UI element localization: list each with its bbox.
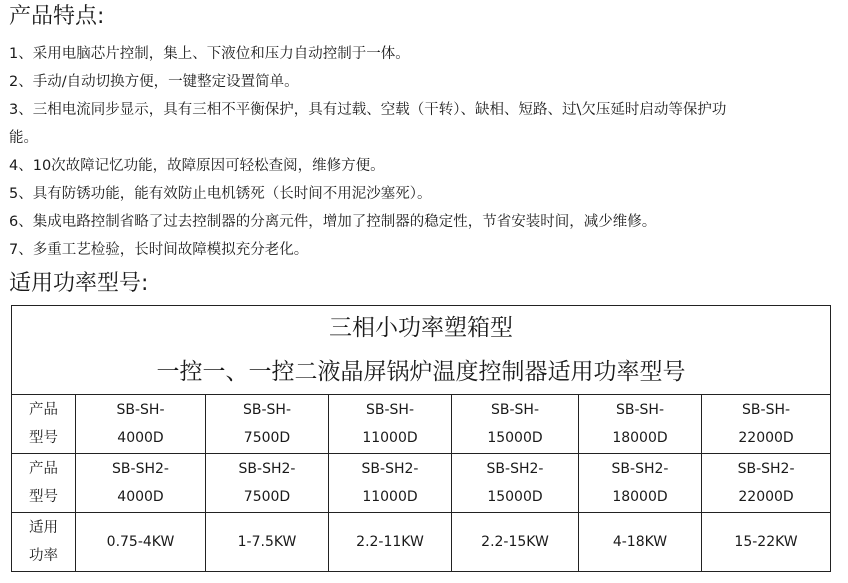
models-heading: 适用功率型号: (9, 271, 149, 296)
table-cell: 1-7.5KW (206, 513, 329, 572)
table-cell: 2.2-15KW (452, 513, 579, 572)
feature-item: 5、具有防锈功能，能有效防止电机锈死（长时间不用泥沙塞死）。 (9, 186, 432, 202)
table-cell: SB-SH- 18000D (579, 395, 702, 454)
table-title-line2: 一控一、一控二液晶屏锅炉温度控制器适用功率型号 (156, 359, 686, 385)
table-cell: SB-SH- 4000D (76, 395, 206, 454)
table-cell: SB-SH2- 15000D (452, 454, 579, 513)
table-cell: SB-SH2- 4000D (76, 454, 206, 513)
features-heading: 产品特点: (9, 4, 105, 29)
feature-item: 2、手动/自动切换方便，一键整定设置简单。 (9, 74, 299, 90)
table-cell: 2.2-11KW (329, 513, 452, 572)
table-cell: 4-18KW (579, 513, 702, 572)
table-cell: SB-SH2- 22000D (702, 454, 831, 513)
table-row (12, 513, 831, 572)
feature-item: 4、10次故障记忆功能，故障原因可轻松查阅，维修方便。 (9, 158, 385, 174)
table-row (12, 395, 831, 454)
table-cell: SB-SH2- 11000D (329, 454, 452, 513)
table-cell: SB-SH- 11000D (329, 395, 452, 454)
table-cell: 15-22KW (702, 513, 831, 572)
row-label: 适用 功率 (12, 513, 76, 572)
features-list (9, 40, 839, 264)
feature-item: 1、采用电脑芯片控制，集上、下液位和压力自动控制于一体。 (9, 46, 410, 62)
feature-item: 7、多重工艺检验，长时间故障模拟充分老化。 (9, 242, 309, 258)
table-row (12, 454, 831, 513)
table-cell: 0.75-4KW (76, 513, 206, 572)
table-title (12, 306, 831, 395)
table-cell: SB-SH- 15000D (452, 395, 579, 454)
table-cell: SB-SH- 22000D (702, 395, 831, 454)
table-cell: SB-SH2- 18000D (579, 454, 702, 513)
row-label: 产品 型号 (12, 454, 76, 513)
table-cell: SB-SH2- 7500D (206, 454, 329, 513)
feature-item: 3、三相电流同步显示，具有三相不平衡保护，具有过载、空载（干转）、缺相、短路、过\欠压延时启动等保护功 (9, 102, 727, 118)
table-title-line1: 三相小功率塑箱型 (329, 315, 514, 341)
table-cell: SB-SH- 7500D (206, 395, 329, 454)
feature-item: 6、集成电路控制省略了过去控制器的分离元件，增加了控制器的稳定性，节省安装时间，减少维修。 (9, 214, 657, 230)
feature-item: 能。 (9, 130, 38, 146)
row-label: 产品 型号 (12, 395, 76, 454)
model-power-table (11, 305, 831, 572)
